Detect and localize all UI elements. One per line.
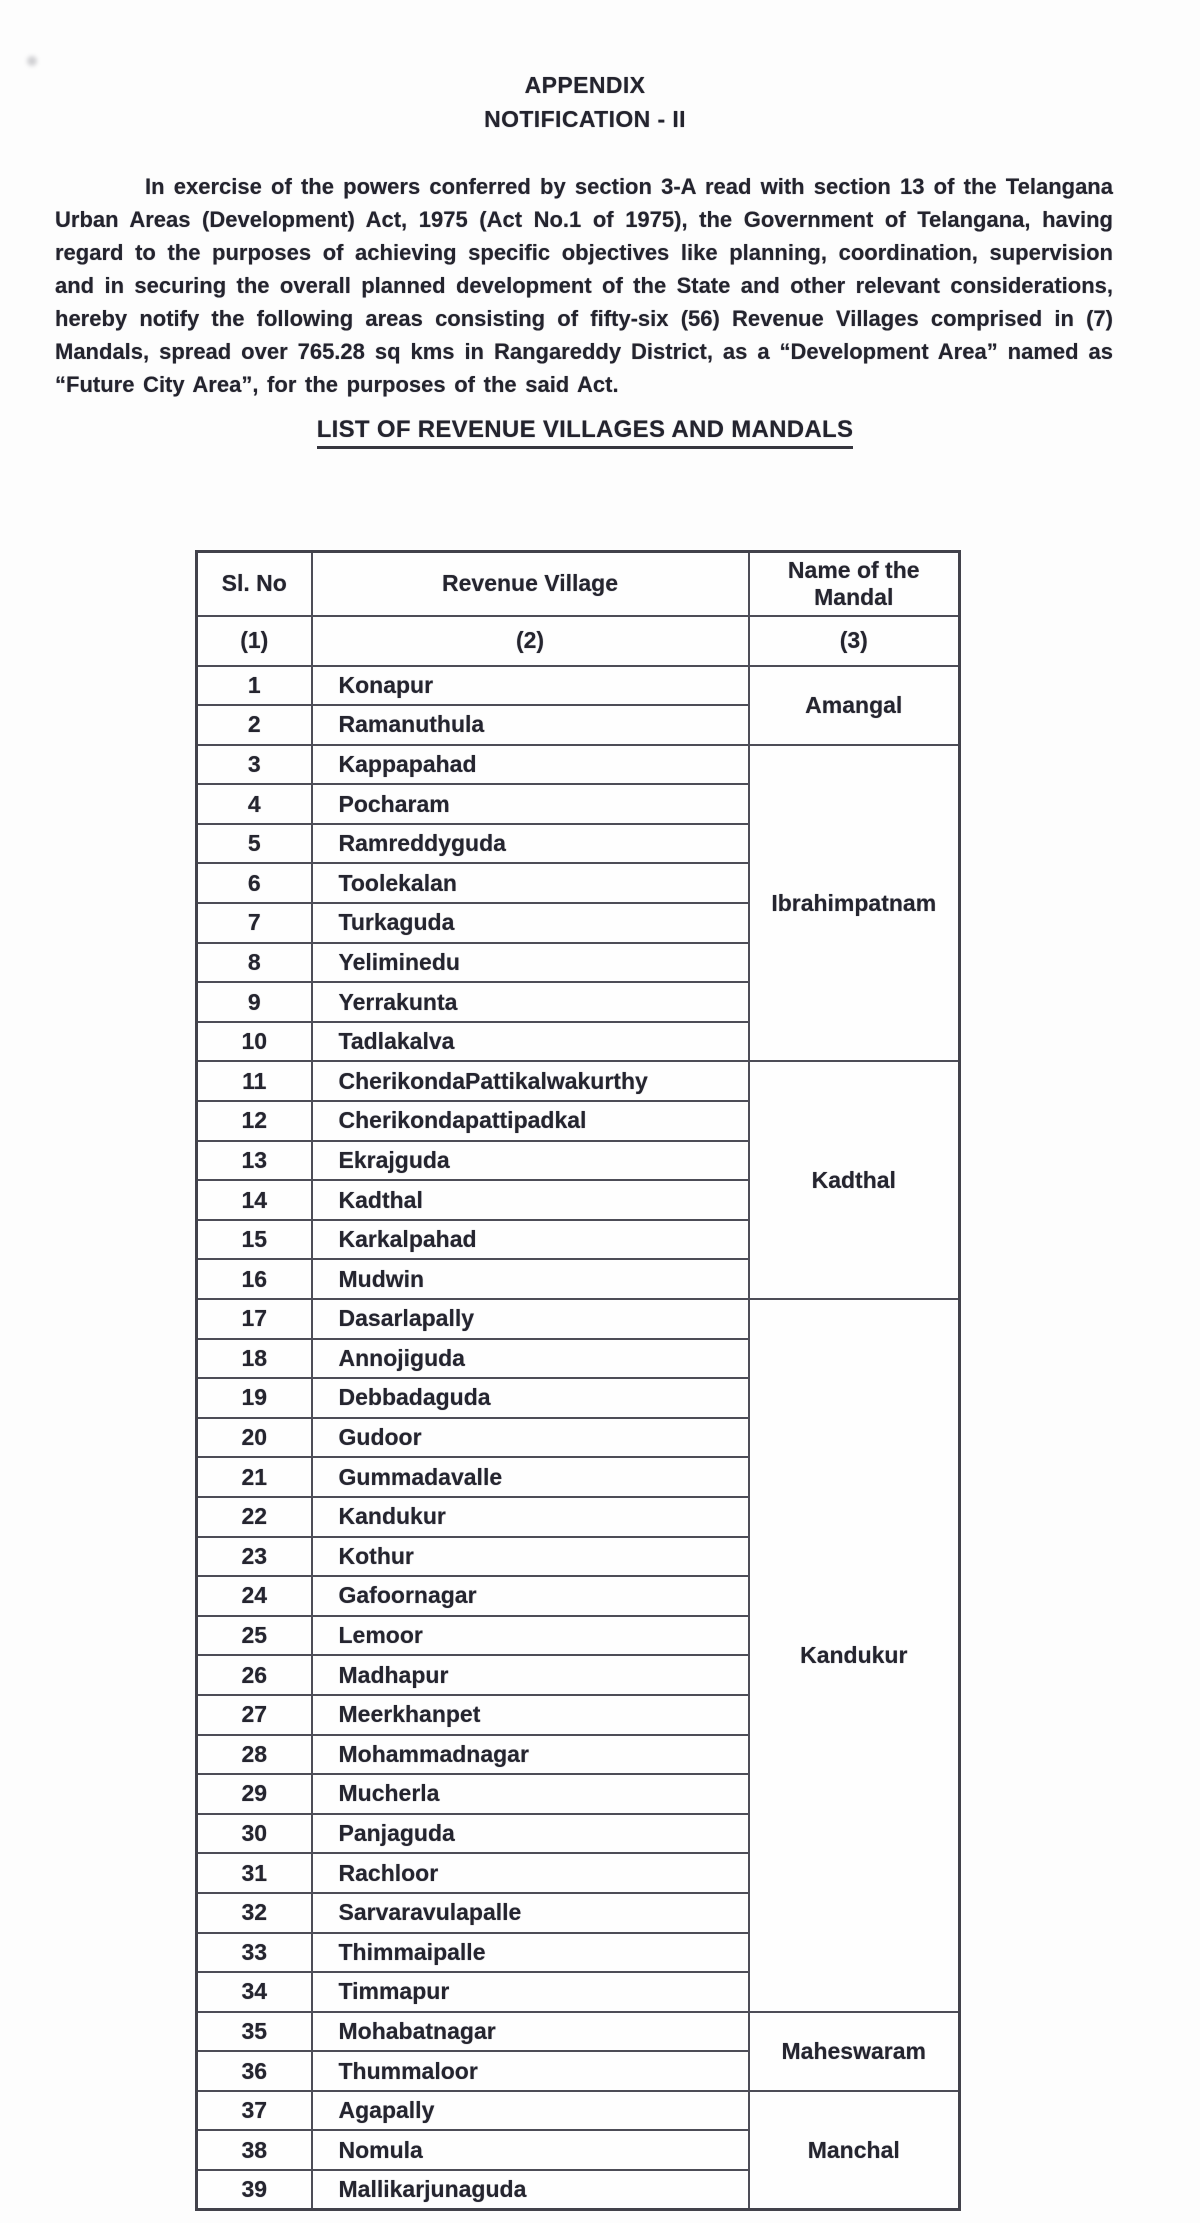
villages-table-body [197,666,960,2210]
village-name-cell: Karkalpahad [312,1220,749,1260]
village-name-cell: Mohammadnagar [312,1735,749,1775]
serial-number-cell: 13 [197,1141,312,1181]
serial-number-cell: 26 [197,1655,312,1695]
village-name-cell: Ekrajguda [312,1141,749,1181]
village-name-cell: CherikondaPattikalwakurthy [312,1061,749,1101]
serial-number-cell: 32 [197,1893,312,1933]
col-header-revenue-village: Revenue Village [312,552,749,616]
serial-number-cell: 29 [197,1774,312,1814]
serial-number-cell: 20 [197,1418,312,1458]
village-name-cell: Pocharam [312,784,749,824]
serial-number-cell: 27 [197,1695,312,1735]
serial-number-cell: 9 [197,982,312,1022]
village-name-cell: Nomula [312,2130,749,2170]
village-name-cell: Meerkhanpet [312,1695,749,1735]
village-name-cell: Kappapahad [312,745,749,785]
notification-title: NOTIFICATION - II [484,106,686,132]
village-name-cell: Kadthal [312,1180,749,1220]
village-name-cell: Dasarlapally [312,1299,749,1339]
village-name-cell: Agapally [312,2091,749,2131]
serial-number-cell: 39 [197,2170,312,2210]
col-number-3: (3) [749,616,960,666]
serial-number-cell: 12 [197,1101,312,1141]
mandal-name-cell: Maheswaram [749,2012,960,2091]
table-row [197,1299,960,1339]
serial-number-cell: 30 [197,1814,312,1854]
table-row [197,2091,960,2131]
serial-number-cell: 11 [197,1061,312,1101]
village-name-cell: Sarvaravulapalle [312,1893,749,1933]
serial-number-cell: 6 [197,863,312,903]
mandal-name-cell: Ibrahimpatnam [749,745,960,1062]
village-name-cell: Debbadaguda [312,1378,749,1418]
village-name-cell: Thimmaipalle [312,1933,749,1973]
village-name-cell: Konapur [312,666,749,706]
serial-number-cell: 23 [197,1537,312,1577]
header-row [197,552,960,616]
serial-number-cell: 7 [197,903,312,943]
village-name-cell: Rachloor [312,1853,749,1893]
villages-mandals-table [195,550,961,2211]
village-name-cell: Mudwin [312,1259,749,1299]
mandal-name-cell: Kandukur [749,1299,960,2012]
village-name-cell: Gummadavalle [312,1457,749,1497]
subheader-row [197,616,960,666]
table-header [197,552,960,666]
village-name-cell: Cherikondapattipadkal [312,1101,749,1141]
serial-number-cell: 24 [197,1576,312,1616]
village-name-cell: Thummaloor [312,2051,749,2091]
serial-number-cell: 36 [197,2051,312,2091]
notification-paragraph: In exercise of the powers conferred by section 3-A read with section 13 of the Telangana Urban Areas (Development) Act, 1975 (Act No.1 of 1975), the Government of Telangana, having regard to the purposes of achieving specific objectives like planning, coordination, supervision and in securing the overall planned development of the State and other relevant considerations, hereby notify the following areas consisting of fifty-six (56) Revenue Villages comprised in (7) Mandals, spread over 765.28 sq kms in Rangareddy District, as a “Development Area” named as “Future City Area”, for the purposes of the said Act. [55,174,1113,397]
village-name-cell: Mucherla [312,1774,749,1814]
village-name-cell: Ramanuthula [312,705,749,745]
village-name-cell: Kandukur [312,1497,749,1537]
list-heading: LIST OF REVENUE VILLAGES AND MANDALS [317,416,854,449]
serial-number-cell: 33 [197,1933,312,1973]
village-name-cell: Lemoor [312,1616,749,1656]
serial-number-cell: 5 [197,824,312,864]
serial-number-cell: 15 [197,1220,312,1260]
village-name-cell: Yeliminedu [312,943,749,983]
appendix-title: APPENDIX [524,72,646,98]
serial-number-cell: 1 [197,666,312,706]
serial-number-cell: 3 [197,745,312,785]
serial-number-cell: 18 [197,1339,312,1379]
serial-number-cell: 21 [197,1457,312,1497]
village-name-cell: Mohabatnagar [312,2012,749,2052]
table-row [197,1061,960,1101]
serial-number-cell: 37 [197,2091,312,2131]
serial-number-cell: 2 [197,705,312,745]
serial-number-cell: 4 [197,784,312,824]
serial-number-cell: 17 [197,1299,312,1339]
village-name-cell: Gudoor [312,1418,749,1458]
serial-number-cell: 35 [197,2012,312,2052]
serial-number-cell: 28 [197,1735,312,1775]
serial-number-cell: 22 [197,1497,312,1537]
mandal-name-cell: Amangal [749,666,960,745]
col-header-mandal: Name of the Mandal [749,552,960,616]
col-number-2: (2) [312,616,749,666]
list-heading-wrap [30,416,1140,449]
mandal-name-cell: Kadthal [749,1061,960,1299]
village-name-cell: Turkaguda [312,903,749,943]
table-row [197,2012,960,2052]
village-name-cell: Panjaguda [312,1814,749,1854]
serial-number-cell: 31 [197,1853,312,1893]
village-name-cell: Mallikarjunaguda [312,2170,749,2210]
serial-number-cell: 10 [197,1022,312,1062]
village-name-cell: Gafoornagar [312,1576,749,1616]
village-name-cell: Yerrakunta [312,982,749,1022]
mandal-name-cell: Manchal [749,2091,960,2210]
serial-number-cell: 8 [197,943,312,983]
scan-artifact [27,56,37,66]
village-name-cell: Tadlakalva [312,1022,749,1062]
serial-number-cell: 34 [197,1972,312,2012]
document-content [30,70,1140,449]
village-name-cell: Timmapur [312,1972,749,2012]
village-name-cell: Madhapur [312,1655,749,1695]
table-row [197,666,960,706]
table-row [197,745,960,785]
village-name-cell: Ramreddyguda [312,824,749,864]
village-name-cell: Annojiguda [312,1339,749,1379]
col-header-slno: Sl. No [197,552,312,616]
serial-number-cell: 14 [197,1180,312,1220]
village-name-cell: Kothur [312,1537,749,1577]
col-number-1: (1) [197,616,312,666]
serial-number-cell: 19 [197,1378,312,1418]
village-name-cell: Toolekalan [312,863,749,903]
serial-number-cell: 16 [197,1259,312,1299]
serial-number-cell: 25 [197,1616,312,1656]
serial-number-cell: 38 [197,2130,312,2170]
